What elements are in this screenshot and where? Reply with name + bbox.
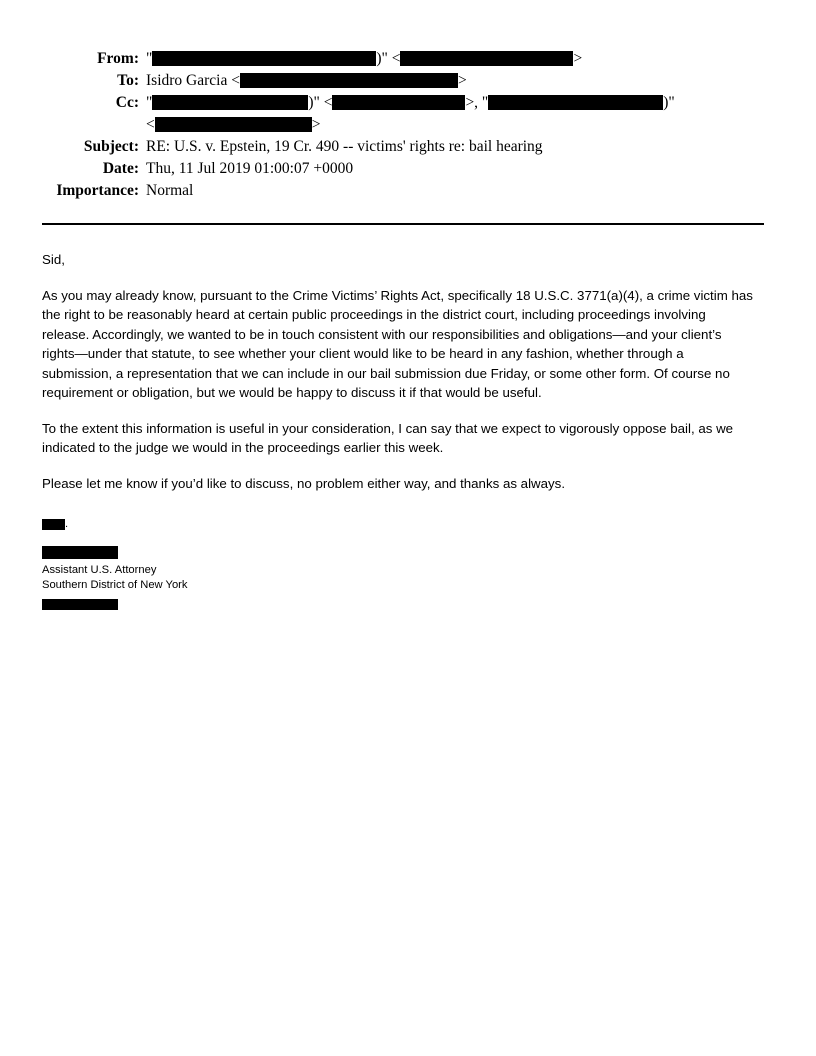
cc-label: Cc:	[115, 94, 139, 111]
body-greeting: Sid,	[42, 252, 65, 267]
signature-initial-line	[42, 517, 754, 533]
cc-quote-open: "	[146, 94, 153, 111]
redaction-to-address	[240, 73, 458, 88]
body-paragraph-3: Please let me know if you’d like to discuss, no problem either way, and thanks as always.	[42, 475, 566, 491]
signature-spacer	[42, 533, 754, 545]
body-paragraph-1: As you may already know, pursuant to the Crime Victims’ Rights Act, specifically 18 U.S.C. 3771(a)(4), a crime victim has the right to be reasonably heard at certain public proceedings in the district court, including proceedings involving release. Accordingly, we wanted to be in touch consistent with our responsibilities and obligations—and your client’s rights—under that statute, to see whether your client would like to be heard in any fashion, whether through a submission, a representation that we can include in our bail submission due Friday, or some other form. Of course no requirement or obligation, but we would be happy to discuss it if that would be useful.	[42, 287, 753, 400]
from-after-address: >	[573, 50, 583, 67]
redaction-signature-contact	[42, 599, 118, 610]
body-paragraph-2: To the extent this information is useful in your consideration, I can say that we expect to vigorously oppose bail, as we indicated to the judge we would in the proceedings earlier this week.	[42, 420, 734, 455]
date-value: Thu, 11 Jul 2019 01:00:07 +0000	[146, 160, 354, 177]
signature-punct: .	[65, 518, 69, 530]
cc-after-address-1: >, "	[465, 94, 489, 111]
header-row-to	[42, 70, 766, 91]
signature-office: Southern District of New York	[42, 579, 188, 591]
signature-block	[42, 517, 754, 612]
importance-value: Normal	[146, 182, 194, 199]
cc-value	[146, 92, 766, 113]
redaction-cc-address-2	[155, 117, 312, 132]
header-row-date	[42, 158, 766, 179]
subject-label: Subject:	[83, 138, 139, 155]
redaction-cc-address-1	[332, 95, 465, 110]
from-value	[146, 48, 766, 69]
importance-label: Importance:	[56, 182, 139, 199]
email-header	[42, 48, 766, 201]
from-quote-open: "	[146, 50, 153, 67]
cc-continued-value	[146, 114, 766, 135]
redaction-signature-initial	[42, 519, 65, 530]
signature-contact-line	[42, 597, 754, 612]
email-body	[42, 250, 754, 612]
header-row-cc-continued	[42, 114, 766, 135]
from-after-name: )" <	[376, 50, 401, 67]
signature-name-line	[42, 545, 754, 560]
cc-after-name-2: )"	[663, 94, 675, 111]
from-label: From:	[97, 50, 139, 67]
header-body-divider	[42, 223, 764, 225]
header-row-importance	[42, 180, 766, 201]
signature-title: Assistant U.S. Attorney	[42, 563, 157, 576]
header-row-from	[42, 48, 766, 69]
cc-line2-open: <	[146, 116, 155, 133]
redaction-from-address	[400, 51, 573, 66]
header-row-cc	[42, 92, 766, 113]
redaction-signature-name	[42, 546, 118, 559]
cc-line2-close: >	[311, 116, 321, 133]
redaction-cc-name-1	[152, 95, 308, 110]
to-name: Isidro Garcia <	[146, 72, 240, 89]
redaction-from-name	[152, 51, 376, 66]
header-row-subject	[42, 136, 766, 157]
to-after-address: >	[457, 72, 467, 89]
to-label: To:	[117, 72, 139, 89]
redaction-cc-name-2	[488, 95, 663, 110]
cc-after-name-1: )" <	[308, 94, 333, 111]
subject-value: RE: U.S. v. Epstein, 19 Cr. 490 -- victims' rights re: bail hearing	[146, 138, 543, 155]
to-value	[146, 70, 766, 91]
date-label: Date:	[102, 160, 139, 177]
